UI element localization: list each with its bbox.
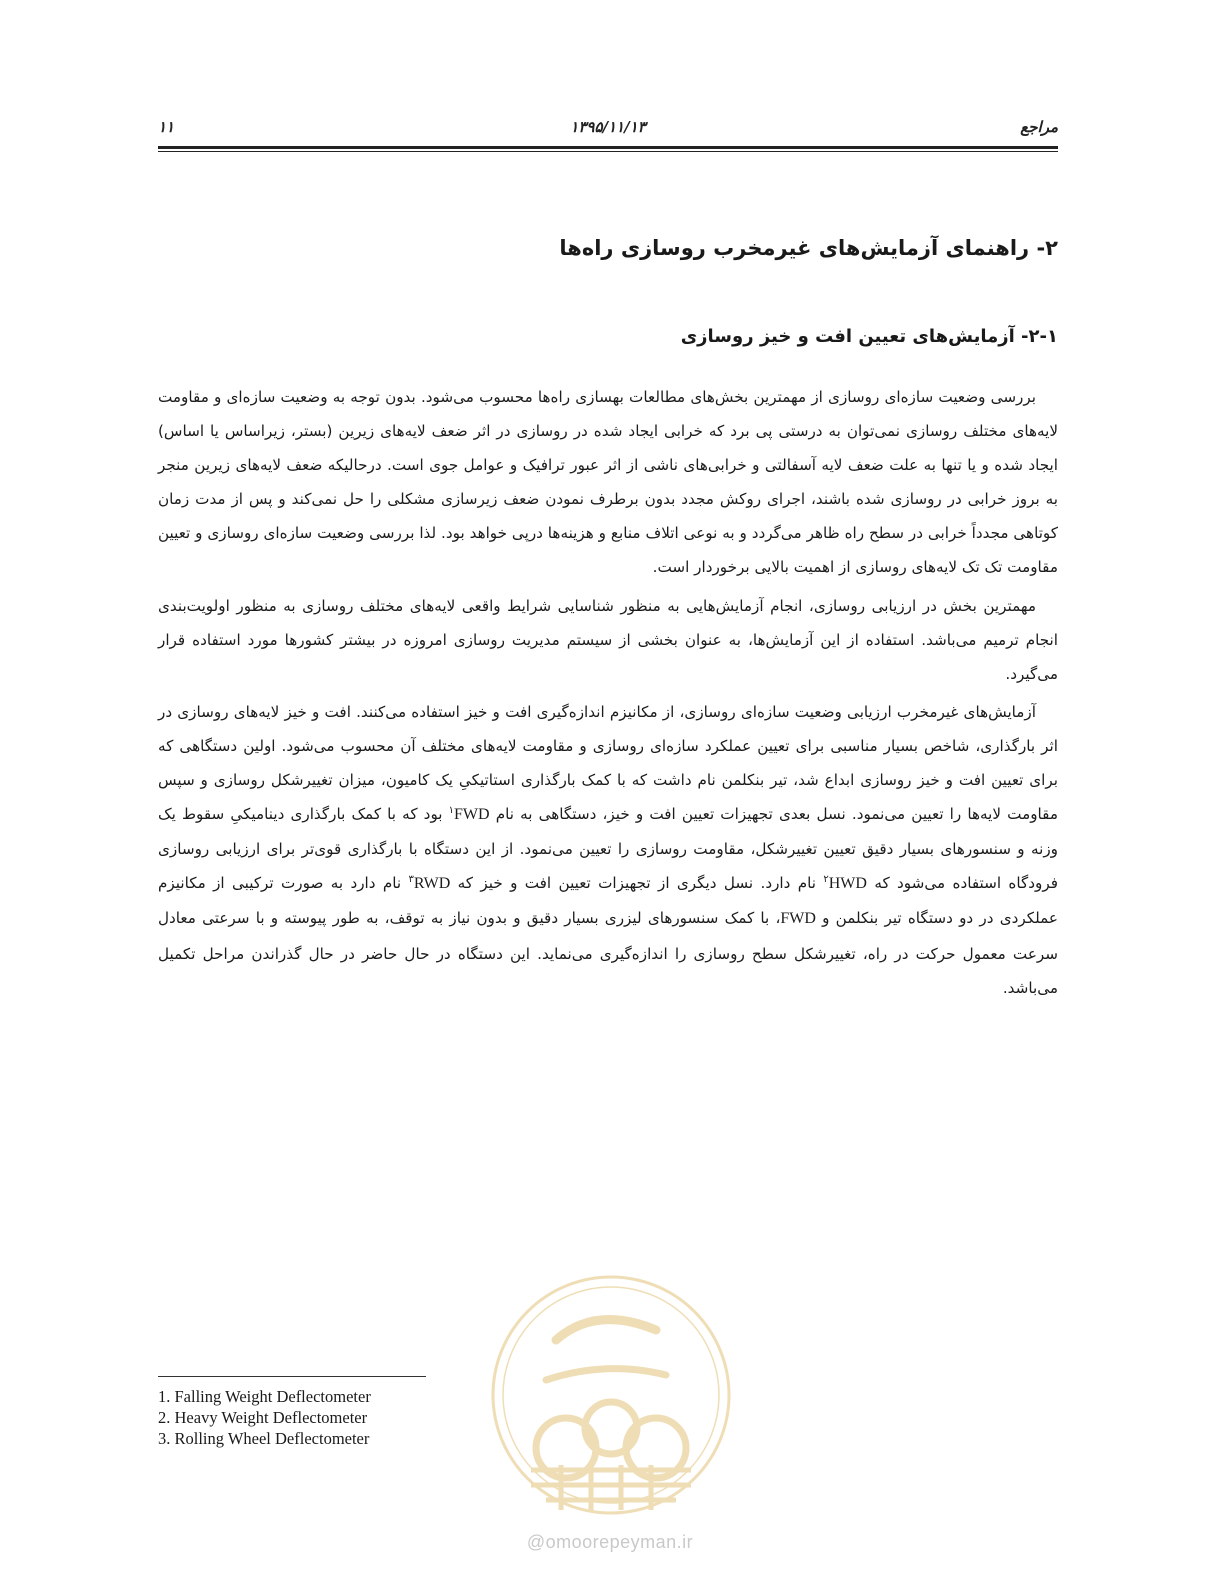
paragraph-3-part-e: ، با کمک سنسورهای لیزری بسیار دقیق و بدون نیاز به توقف، به طور پیوسته و با سرعتی معادل سرعت معمول حرکت در راه، تغییرشکل سطح روسازی را اندازه‌گیری می‌نماید. این دستگاه در حال حاضر در حال گذراندن مراحل تکمیل می‌باشد. [158, 909, 1058, 997]
paragraph-3-part-a: آزمایش‌های غیرمخرب ارزیابی وضعیت سازه‌ای روسازی، از مکانیزم اندازه‌گیری افت و خیز استفاده می‌کنند. افت و خیز لایه‌های روسازی در اثر بارگذاری، شاخص بسیار مناسبی برای تعیین عملکرد سازه‌ای روسازی و مقاومت لایه‌های مختلف آن محسوب می‌شود. اولین دستگاهی که برای تعیین افت و خیز روسازی ابداع شد، تیر بنکلمن نام داشت که با کمک بارگذاری استاتیکیِ یک کامیون، میزان تغییرشکل روسازی و سپس مقاومت لایه‌ها را تعیین می‌نمود. نسل بعدی تجهیزات تعیین افت و خیز، دستگاهی به نام [158, 702, 1058, 824]
term-hwd: HWD [828, 875, 867, 893]
paragraph-1: بررسی وضعیت سازه‌ای روسازی از مهمترین بخش‌های مطالعات بهسازی راه‌ها محسوب می‌شود. بدون توجه به وضعیت سازه‌ای و مقاومت لایه‌های مختلف روسازی نمی‌توان به درستی پی برد که خرابی ایجاد شده در روسازی در اثر ضعف لایه‌های زیرین (بستر، زیراساس یا اساس) ایجاد شده و یا تنها به علت ضعف لایه آسفالتی و خرابی‌های ناشی از اثر عبور ترافیک و عوامل جوی است. درحالیکه ضعف لایه‌های زیرین منجر به بروز خرابی در روسازی شده باشند، اجرای روکش مجدد بدون برطرف نمودن ضعف زیرسازی مشکلی را حل نمی‌کند و پس از مدت زمان کوتاهی مجدداً خرابی در سطح راه ظاهر می‌گردد و به نوعی اتلاف منابع و هزینه‌ها درپی خواهد بود. لذا بررسی وضعیت سازه‌ای روسازی و تعیین مقاومت تک تک لایه‌های روسازی از اهمیت بالایی برخوردار است. [158, 388, 1058, 577]
paragraph-3-part-d: نام دارد به صورت ترکیبی از مکانیزم عملکردی در دو دستگاه تیر بنکلمن و [158, 874, 1058, 928]
header-rule-thin [158, 151, 1058, 152]
paragraph-3-part-c: نام دارد. نسل دیگری از تجهیزات تعیین افت و خیز که [450, 874, 824, 893]
footnote-separator [158, 1376, 426, 1377]
header-date: ۱۳۹۵/۱۱/۱۳ [570, 118, 646, 136]
footnote-ref-1: ۱ [448, 805, 455, 817]
header-rule-thick [158, 146, 1058, 149]
footnote-1: 1. Falling Weight Deflectometer [158, 1387, 371, 1406]
paragraph-2: مهمترین بخش در ارزیابی روسازی، انجام آزمایش‌هایی به منظور شناسایی شرایط واقعی لایه‌های مختلف روسازی به منظور اولویت‌بندی انجام ترمیم می‌باشد. استفاده از این آزمایش‌ها، به عنوان بخشی از سیستم مدیریت روسازی امروزه در بیشتر کشورها مورد استفاده قرار می‌گیرد. [158, 596, 1058, 683]
term-fwd-2: FWD [780, 910, 816, 928]
watermark-logo [486, 1270, 736, 1520]
paragraph-3-part-b: بود که با کمک بارگذاری دینامیکیِ سقوط یک وزنه و سنسورهای بسیار دقیق تعیین تغییرشکل، مقاومت روسازی را تعیین می‌نمود. از این دستگاه با بارگذاری قوی‌تر برای ارزیابی روسازی فرودگاه استفاده می‌شود که [158, 805, 1058, 893]
footnote-3: 3. Rolling Wheel Deflectometer [158, 1429, 370, 1448]
paragraph-3 [158, 695, 1058, 1005]
term-fwd: FWD [454, 806, 490, 824]
watermark-site: @omoorepeyman.ir [526, 1532, 694, 1552]
footnote-2: 2. Heavy Weight Deflectometer [158, 1408, 368, 1427]
subsection-heading: ۲-۱- آزمایش‌های تعیین افت و خیز روسازی [680, 326, 1058, 347]
header-page-number: ۱۱ [158, 118, 175, 136]
body-text [158, 380, 1058, 1009]
footnotes [158, 1386, 371, 1449]
running-header [158, 118, 1058, 142]
section-heading: ۲- راهنمای آزمایش‌های غیرمخرب روسازی راه‌ها [559, 236, 1058, 260]
footnote-ref-3: ۳ [408, 874, 414, 886]
header-section-title: مراجع [1020, 118, 1058, 136]
footnote-ref-2: ۲ [823, 874, 829, 886]
term-rwd: RWD [413, 875, 451, 893]
